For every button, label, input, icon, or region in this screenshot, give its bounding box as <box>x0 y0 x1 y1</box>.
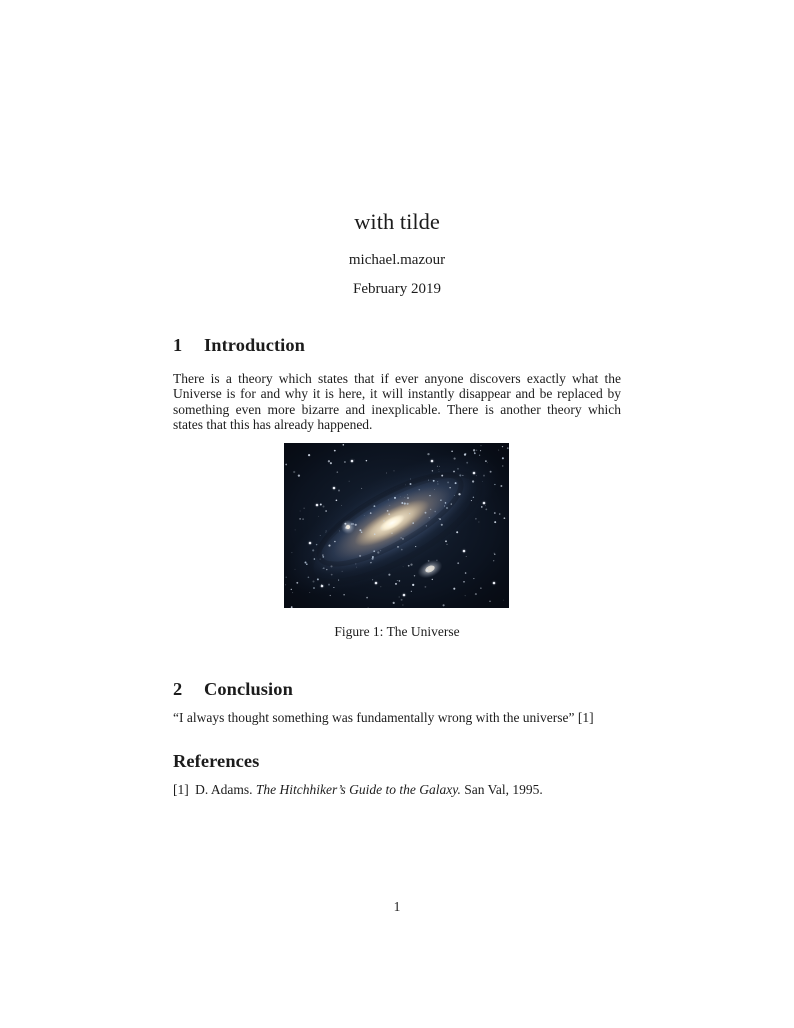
figure-universe <box>284 443 509 608</box>
paper-date: February 2019 <box>353 281 441 297</box>
reference-authors: D. Adams. <box>195 782 253 797</box>
reference-label: [1] <box>173 782 189 797</box>
page-number: 1 <box>393 899 401 914</box>
section-heading-introduction <box>173 335 305 357</box>
section-title: Introduction <box>204 335 306 355</box>
reference-title: The Hitchhiker’s Guide to the Galaxy. <box>255 782 461 797</box>
section-heading-conclusion <box>173 679 293 701</box>
paper-author: michael.mazour <box>348 252 446 268</box>
reference-item <box>173 782 643 797</box>
section-title: Conclusion <box>204 679 293 699</box>
universe-image <box>284 443 509 608</box>
paper-title: with tilde <box>354 209 440 234</box>
section-number: 1 <box>173 335 183 355</box>
references-heading: References <box>173 751 260 771</box>
conclusion-paragraph: “I always thought something was fundamentally wrong with the universe” [1] <box>173 710 594 725</box>
figure-caption: Figure 1: The Universe <box>334 624 460 639</box>
reference-publisher: San Val, 1995. <box>464 782 543 797</box>
introduction-paragraph: There is a theory which states that if ever anyone discovers exactly what the Universe is for and why it is here, it will instantly disappear and be replaced by something even more bizarre and inexplicable. There is another theory which states that this has already happened. <box>173 371 621 433</box>
companion-galaxy-m32 <box>341 520 355 534</box>
section-number: 2 <box>173 679 183 699</box>
